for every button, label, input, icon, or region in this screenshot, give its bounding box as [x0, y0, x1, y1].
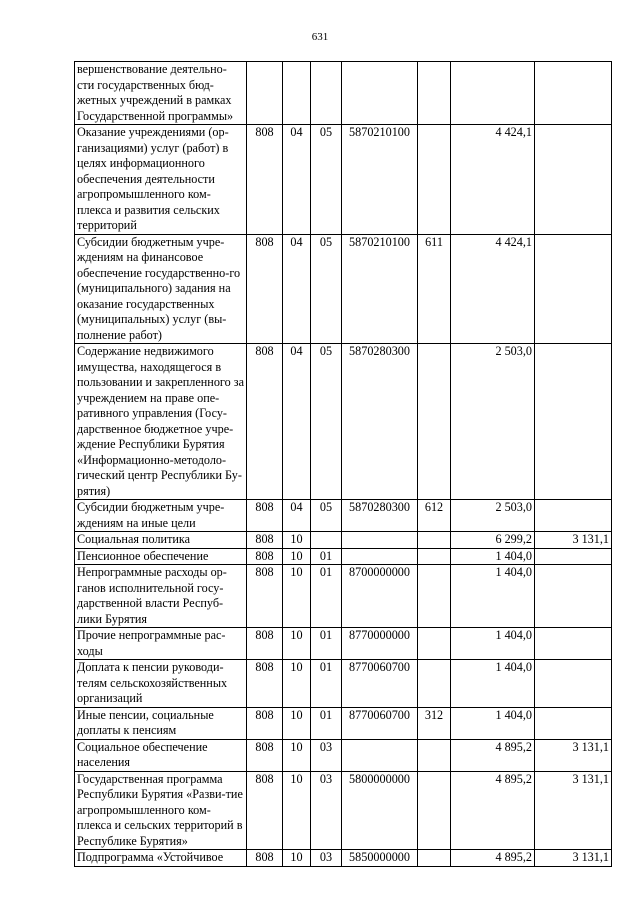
section-cell: 10 [283, 660, 311, 708]
expense-type-cell [418, 548, 451, 565]
target-article-cell [342, 739, 418, 771]
expense-type-cell [418, 125, 451, 235]
table-row [75, 125, 612, 235]
expense-type-cell [418, 660, 451, 708]
section-cell: 10 [283, 548, 311, 565]
subsection-cell: 05 [311, 234, 342, 344]
target-article-cell [342, 548, 418, 565]
target-article-cell: 8770060700 [342, 660, 418, 708]
row-name-cell: Доплата к пенсии руководи-телям сельскохозяйственных организаций [75, 660, 247, 708]
admin-code-cell: 808 [247, 771, 283, 850]
target-article-cell: 5870280300 [342, 500, 418, 532]
table-row [75, 344, 612, 500]
section-cell: 04 [283, 344, 311, 500]
table-row [75, 707, 612, 739]
target-article-cell: 5800000000 [342, 771, 418, 850]
expense-type-cell [418, 62, 451, 125]
row-name-cell: Пенсионное обеспечение [75, 548, 247, 565]
admin-code-cell: 808 [247, 850, 283, 867]
table-row [75, 500, 612, 532]
admin-code-cell: 808 [247, 125, 283, 235]
section-cell: 10 [283, 628, 311, 660]
subsection-cell: 01 [311, 628, 342, 660]
amount-federal-cell [535, 500, 612, 532]
subsection-cell: 01 [311, 548, 342, 565]
expense-type-cell [418, 532, 451, 549]
amount-cell [451, 62, 535, 125]
section-cell: 04 [283, 125, 311, 235]
amount-cell: 4 424,1 [451, 234, 535, 344]
expense-type-cell: 611 [418, 234, 451, 344]
subsection-cell: 05 [311, 344, 342, 500]
expense-type-cell [418, 565, 451, 628]
amount-federal-cell [535, 62, 612, 125]
section-cell: 04 [283, 234, 311, 344]
row-name-cell: вершенствование деятельно-сти государственных бюд-жетных учреждений в рамках Государственной программы» [75, 62, 247, 125]
expense-type-cell [418, 628, 451, 660]
admin-code-cell: 808 [247, 628, 283, 660]
table-row [75, 234, 612, 344]
table-row [75, 628, 612, 660]
table-row [75, 660, 612, 708]
amount-cell: 1 404,0 [451, 707, 535, 739]
section-cell: 10 [283, 771, 311, 850]
row-name-cell: Субсидии бюджетным учре-ждениям на финансовое обеспечение государственно-го (муниципального) задания на оказание государственных (муниципальных) услуг (вы-полнение работ) [75, 234, 247, 344]
subsection-cell: 01 [311, 660, 342, 708]
admin-code-cell: 808 [247, 565, 283, 628]
row-name-cell: Иные пенсии, социальные доплаты к пенсиям [75, 707, 247, 739]
amount-federal-cell [535, 628, 612, 660]
table-row [75, 850, 612, 867]
target-article-cell: 8770060700 [342, 707, 418, 739]
expense-type-cell [418, 739, 451, 771]
admin-code-cell: 808 [247, 234, 283, 344]
admin-code-cell: 808 [247, 707, 283, 739]
amount-federal-cell [535, 125, 612, 235]
subsection-cell: 05 [311, 500, 342, 532]
target-article-cell: 5850000000 [342, 850, 418, 867]
subsection-cell: 03 [311, 771, 342, 850]
admin-code-cell [247, 62, 283, 125]
target-article-cell: 5870210100 [342, 125, 418, 235]
expense-type-cell [418, 771, 451, 850]
expense-type-cell [418, 344, 451, 500]
subsection-cell [311, 532, 342, 549]
section-cell: 10 [283, 565, 311, 628]
target-article-cell: 8770000000 [342, 628, 418, 660]
section-cell: 10 [283, 850, 311, 867]
amount-cell: 4 895,2 [451, 850, 535, 867]
subsection-cell: 03 [311, 739, 342, 771]
target-article-cell: 8700000000 [342, 565, 418, 628]
page-number: 631 [311, 31, 329, 43]
amount-cell: 1 404,0 [451, 548, 535, 565]
admin-code-cell: 808 [247, 500, 283, 532]
admin-code-cell: 808 [247, 660, 283, 708]
expense-type-cell: 312 [418, 707, 451, 739]
target-article-cell [342, 532, 418, 549]
row-name-cell: Оказание учреждениями (ор-ганизациями) услуг (работ) в целях информационного обеспечения деятельности агропромышленного ком-плекса и развития сельских территорий [75, 125, 247, 235]
amount-federal-cell [535, 234, 612, 344]
amount-cell: 4 895,2 [451, 739, 535, 771]
section-cell: 04 [283, 500, 311, 532]
amount-cell: 4 424,1 [451, 125, 535, 235]
section-cell [283, 62, 311, 125]
amount-cell: 6 299,2 [451, 532, 535, 549]
amount-cell: 1 404,0 [451, 628, 535, 660]
row-name-cell: Социальная политика [75, 532, 247, 549]
amount-federal-cell [535, 548, 612, 565]
row-name-cell: Непрограммные расходы ор-ганов исполнительной госу-дарственной власти Респуб-лики Бурятия [75, 565, 247, 628]
row-name-cell: Субсидии бюджетным учре-ждениям на иные цели [75, 500, 247, 532]
amount-federal-cell [535, 565, 612, 628]
subsection-cell [311, 62, 342, 125]
budget-table [74, 61, 612, 867]
subsection-cell: 03 [311, 850, 342, 867]
target-article-cell: 5870280300 [342, 344, 418, 500]
amount-federal-cell: 3 131,1 [535, 739, 612, 771]
section-cell: 10 [283, 532, 311, 549]
amount-federal-cell [535, 660, 612, 708]
amount-cell: 4 895,2 [451, 771, 535, 850]
section-cell: 10 [283, 739, 311, 771]
expense-type-cell [418, 850, 451, 867]
amount-cell: 2 503,0 [451, 500, 535, 532]
amount-federal-cell [535, 707, 612, 739]
amount-federal-cell: 3 131,1 [535, 532, 612, 549]
table-row [75, 532, 612, 549]
amount-federal-cell [535, 344, 612, 500]
amount-federal-cell: 3 131,1 [535, 850, 612, 867]
expense-type-cell: 612 [418, 500, 451, 532]
subsection-cell: 05 [311, 125, 342, 235]
admin-code-cell: 808 [247, 532, 283, 549]
table-row [75, 771, 612, 850]
table-row [75, 548, 612, 565]
table-row [75, 739, 612, 771]
subsection-cell: 01 [311, 707, 342, 739]
row-name-cell: Прочие непрограммные рас-ходы [75, 628, 247, 660]
admin-code-cell: 808 [247, 344, 283, 500]
admin-code-cell: 808 [247, 739, 283, 771]
table-row [75, 62, 612, 125]
amount-cell: 2 503,0 [451, 344, 535, 500]
row-name-cell: Содержание недвижимого имущества, находящегося в пользовании и закрепленного за учреждением на праве опе-ративного управления (Госу-дарственное бюджетное учре-ждение Республики Бурятия «Информационно-методоло-гический центр Республики Бу-рятия) [75, 344, 247, 500]
subsection-cell: 01 [311, 565, 342, 628]
target-article-cell [342, 62, 418, 125]
row-name-cell: Подпрограмма «Устойчивое [75, 850, 247, 867]
table-row [75, 565, 612, 628]
row-name-cell: Государственная программа Республики Бурятия «Разви-тие агропромышленного ком-плекса и сельских территорий в Республике Бурятия» [75, 771, 247, 850]
section-cell: 10 [283, 707, 311, 739]
admin-code-cell: 808 [247, 548, 283, 565]
target-article-cell: 5870210100 [342, 234, 418, 344]
amount-federal-cell: 3 131,1 [535, 771, 612, 850]
amount-cell: 1 404,0 [451, 565, 535, 628]
row-name-cell: Социальное обеспечение населения [75, 739, 247, 771]
amount-cell: 1 404,0 [451, 660, 535, 708]
